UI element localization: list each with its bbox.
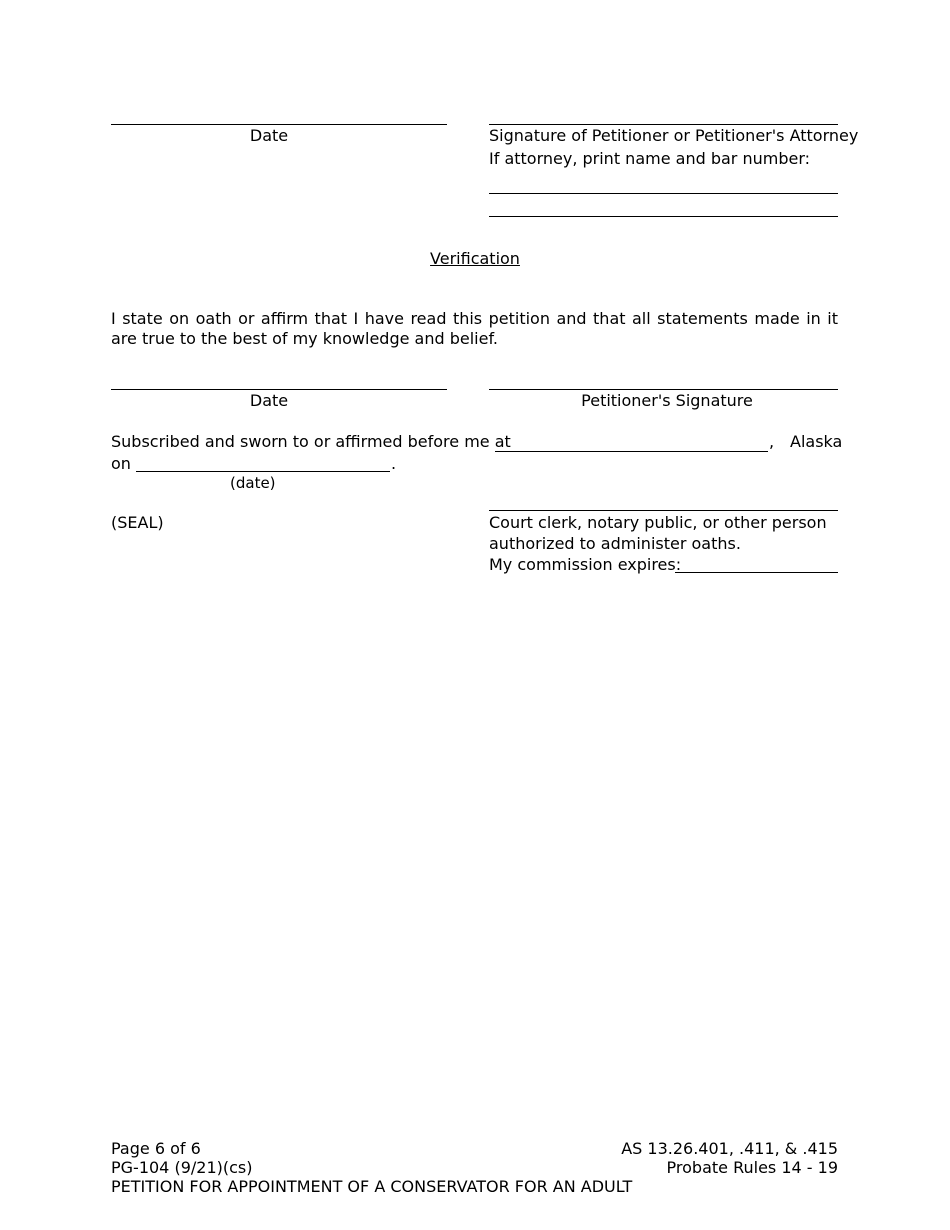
state-label: Alaska: [790, 432, 843, 451]
location-line[interactable]: [495, 451, 768, 452]
footer-rules: Probate Rules 14 - 19: [666, 1158, 838, 1177]
footer-form-title: PETITION FOR APPOINTMENT OF A CONSERVATOR FOR AN ADULT: [111, 1177, 633, 1196]
official-signature-line[interactable]: [489, 510, 838, 511]
commission-label: My commission expires:: [489, 555, 682, 574]
verification-signature-line[interactable]: [489, 389, 838, 390]
official-line-1: Court clerk, notary public, or other person: [489, 513, 827, 532]
sworn-date-period: .: [391, 454, 397, 473]
official-line-2: authorized to administer oaths.: [489, 534, 741, 553]
petitioner-signature-line[interactable]: [489, 124, 838, 125]
date-label: Date: [249, 126, 289, 145]
seal-label: (SEAL): [111, 513, 164, 532]
signature-label: Signature of Petitioner or Petitioner's Attorney: [489, 126, 859, 145]
on-label: on: [111, 454, 131, 473]
verification-heading: Verification: [430, 249, 520, 268]
subscribed-text: Subscribed and sworn to or affirmed before me at: [111, 432, 511, 451]
commission-expires-line[interactable]: [675, 572, 838, 573]
location-comma: ,: [769, 432, 775, 451]
petitioner-signature-label: Petitioner's Signature: [581, 391, 753, 410]
attorney-instruction: If attorney, print name and bar number:: [489, 149, 811, 168]
verification-statement: I state on oath or affirm that I have read this petition and that all statements made in it are true to the best of my knowledge and belief.: [111, 309, 838, 348]
footer-page: Page 6 of 6: [111, 1139, 201, 1158]
bar-number-line[interactable]: [489, 216, 838, 217]
date-hint: (date): [230, 474, 276, 492]
footer-statute: AS 13.26.401, .411, & .415: [621, 1139, 838, 1158]
verification-date-label: Date: [249, 391, 289, 410]
sworn-date-line[interactable]: [136, 471, 390, 472]
attorney-name-line[interactable]: [489, 193, 838, 194]
footer-form-number: PG-104 (9/21)(cs): [111, 1158, 253, 1177]
date-line[interactable]: [111, 124, 447, 125]
verification-date-line[interactable]: [111, 389, 447, 390]
